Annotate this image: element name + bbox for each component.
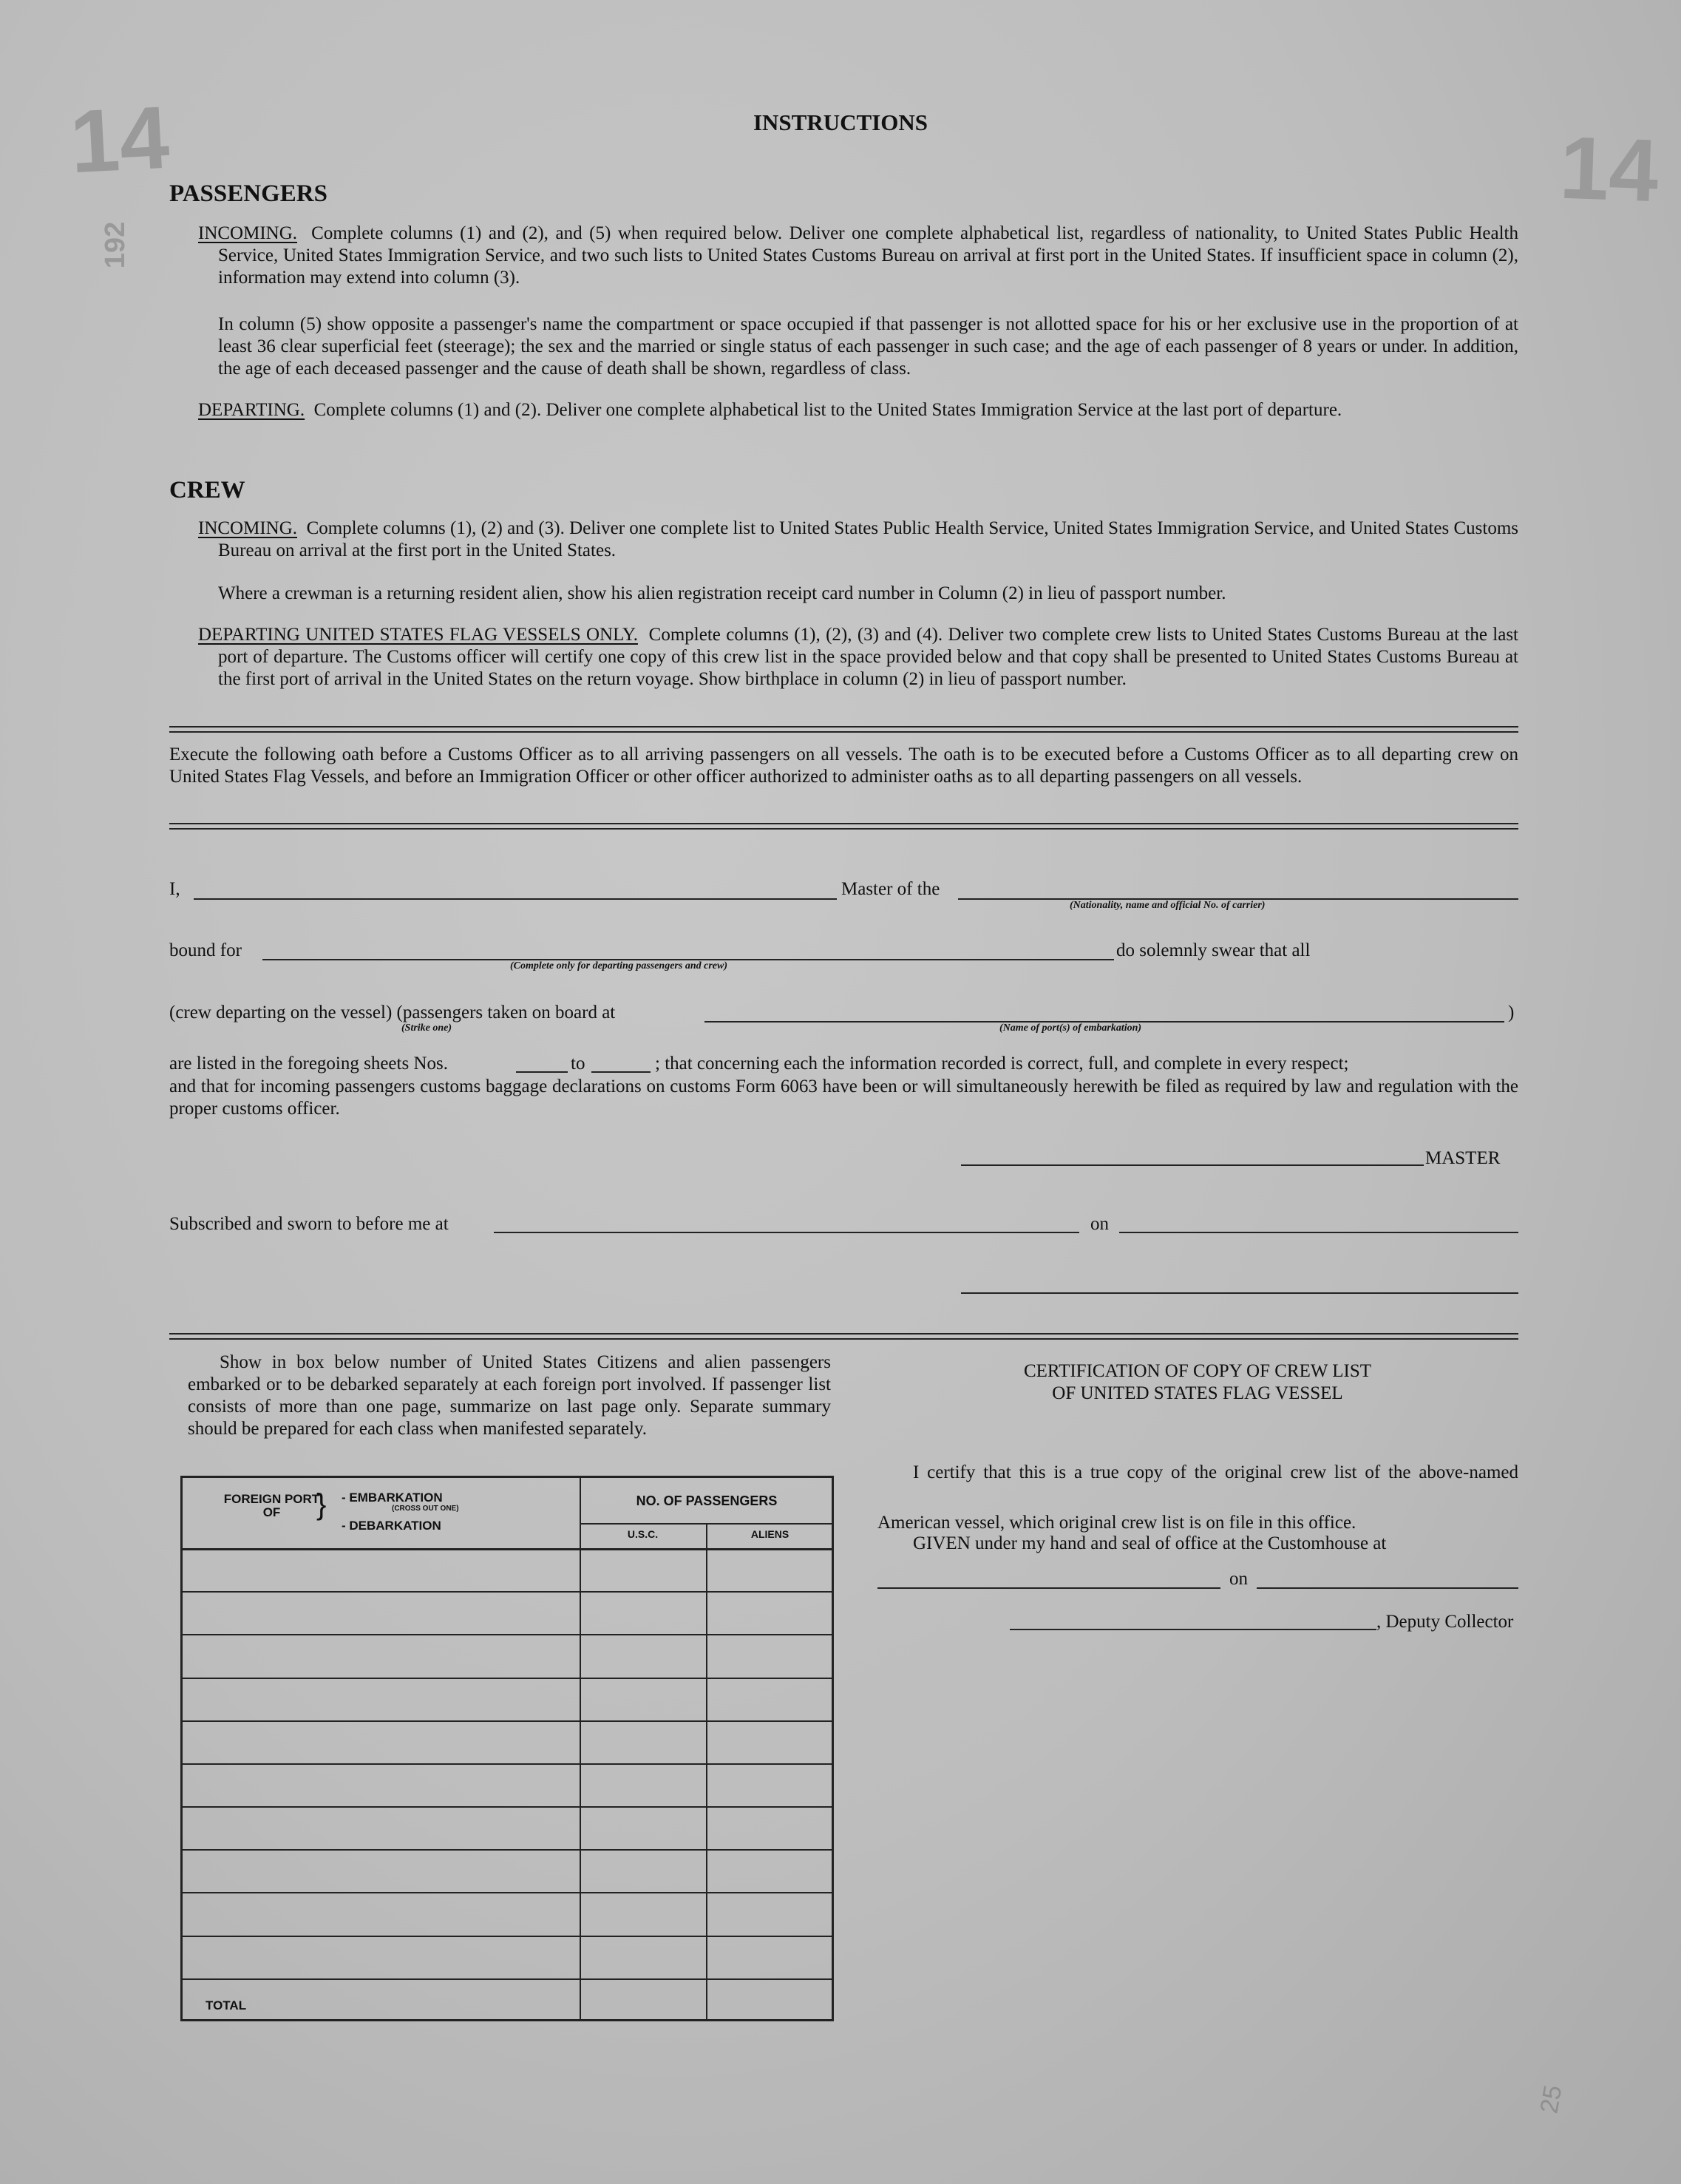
summary-block [188, 1352, 831, 1440]
oath-master-of: Master of the [841, 879, 940, 899]
crew-incoming-block [198, 518, 1518, 562]
crew-departing-block [198, 624, 1518, 691]
crew-departing-text: Complete columns (1), (2), (3) and (4). Deliver two complete crew lists to United States Customs Bureau at the last port of departure. The Customs officer will certify one copy of this crew list in the space provided below and that copy shall be presented to United States Customs Bureau at the first port of arrival in the United States on the return voyage. Show birthplace in column (2) in lieu of passport number. [218, 625, 1518, 689]
oath-listed-to: to [571, 1054, 585, 1074]
table-row-line [180, 1806, 834, 1808]
table-header-aliens: ALIENS [750, 1528, 789, 1540]
oath-listed-a: are listed in the foregoing sheets Nos. [169, 1054, 448, 1074]
sheet-from-field[interactable] [516, 1071, 568, 1073]
master-signature-field[interactable] [961, 1164, 1424, 1166]
nationality-note: (Nationality, name and official No. of carrier) [1070, 900, 1266, 911]
crew-heading: CREW [169, 477, 245, 503]
oath-listed-rest-block [169, 1076, 1518, 1120]
certification-text-1: I certify that this is a true copy of the original crew list of the above-named American vessel, which original crew list is on file in this office. [877, 1462, 1518, 1533]
crew-departing-label: DEPARTING UNITED STATES FLAG VESSELS ONLY. [198, 625, 638, 645]
summary-table [180, 1476, 834, 2021]
divider-oath [169, 823, 1518, 830]
subscribed-on-label: on [1090, 1214, 1109, 1234]
table-row-line [180, 1591, 834, 1593]
oath-crew-departing: (crew departing on the vessel) (passengers taken on board at [169, 1003, 616, 1023]
oath-swear: do solemnly swear that all [1116, 940, 1311, 960]
page-number: 25 [1535, 2083, 1568, 2116]
oath-listed-rest: and that for incoming passengers customs baggage declarations on customs Form 6063 have been or will simultaneously herewith be filed as required by law and regulation with the proper customs officer. [169, 1076, 1518, 1119]
deputy-collector-label: , Deputy Collector [1376, 1612, 1514, 1632]
table-row-line [180, 1678, 834, 1679]
passengers-heading: PASSENGERS [169, 180, 327, 207]
table-header-usc: U.S.C. [627, 1528, 659, 1540]
oath-bound-for: bound for [169, 940, 242, 960]
oath-intro-block [169, 744, 1518, 788]
customhouse-field[interactable] [877, 1587, 1220, 1589]
table-header-passengers: NO. OF PASSENGERS [636, 1493, 778, 1508]
divider-top [169, 726, 1518, 733]
certification-title-2: OF UNITED STATES FLAG VESSEL [1052, 1383, 1343, 1403]
passengers-departing-block [198, 399, 1518, 421]
subscribed-place-field[interactable] [494, 1232, 1079, 1233]
crew-resident-block [218, 583, 1518, 605]
passengers-column5-block [218, 313, 1518, 380]
margin-number-right: 14 [1558, 118, 1660, 221]
oath-listed-b: ; that concerning each the information recorded is correct, full, and complete in every respect; [655, 1054, 1349, 1074]
passengers-incoming-label: INCOMING. [198, 223, 298, 243]
strike-note: (Strike one) [401, 1023, 452, 1034]
certification-date-field[interactable] [1257, 1587, 1518, 1589]
certification-title-1: CERTIFICATION OF COPY OF CREW LIST [1023, 1361, 1372, 1381]
oath-i-label: I, [169, 879, 180, 899]
margin-number-left: 14 [67, 87, 172, 192]
passengers-departing-text: Complete columns (1) and (2). Deliver one complete alphabetical list to the United States Immigration Service at the last port of departure. [313, 400, 1342, 420]
passengers-incoming-block [198, 223, 1518, 289]
sheet-to-field[interactable] [591, 1071, 651, 1073]
page-title: INSTRUCTIONS [753, 109, 928, 135]
deputy-signature-field[interactable] [1010, 1629, 1376, 1630]
subscribed-label: Subscribed and sworn to before me at [169, 1214, 449, 1234]
oath-intro-text: Execute the following oath before a Customs Officer as to all arriving passengers on all vessels. The oath is to be executed before a Customs Officer as to all departing crew on United States Flag Vessels, and before an Immigration Officer or other officer authorized to administer oaths as to all departing passengers on all vessels. [169, 745, 1518, 787]
table-row-line [180, 1892, 834, 1893]
complete-note: (Complete only for departing passengers and crew) [510, 960, 727, 971]
brace-icon: } [316, 1488, 327, 1521]
table-row-line [180, 1634, 834, 1635]
table-total-label: TOTAL [206, 1998, 247, 2012]
table-row-line [180, 1720, 834, 1722]
crew-resident-text: Where a crewman is a returning resident alien, show his alien registration receipt card number in Column (2) in lieu of passport number. [218, 583, 1226, 603]
divider-bottom [169, 1333, 1518, 1340]
certification-text-2: GIVEN under my hand and seal of office at the Customhouse at [913, 1533, 1387, 1553]
port-note: (Name of port(s) of embarkation) [999, 1023, 1142, 1034]
passengers-incoming-text: Complete columns (1) and (2), and (5) when required below. Deliver one complete alphabetical list, regardless of nationality, to United States Public Health Service, United States Immigration Service, and two such lists to United States Customs Bureau on arrival at first port in the United States. If insufficient space in column (2), information may extend into column (3). [218, 223, 1518, 288]
side-number: 192 [100, 221, 132, 269]
passengers-column5-text: In column (5) show opposite a passenger's name the compartment or space occupied if that passenger is not allotted space for his or her exclusive use in the proportion of at least 36 clear superficial feet (steerage); the sex and the married or single status of each passenger in such case; and the age of each passenger of 8 years or under. In addition, the age of each deceased passenger and the cause of death shall be shown, regardless of class. [218, 314, 1518, 379]
close-paren: ) [1508, 1003, 1515, 1023]
table-row-line [180, 1936, 834, 1937]
table-row-line [180, 1849, 834, 1851]
master-label: MASTER [1425, 1148, 1501, 1168]
table-header-line [180, 1548, 834, 1550]
table-header-port: FOREIGN PORT OF [223, 1492, 320, 1519]
table-header-debarkation: - DEBARKATION [342, 1519, 441, 1533]
table-col-divider-1 [580, 1476, 581, 2021]
table-header-embarkation: - EMBARKATION [342, 1491, 443, 1505]
crew-incoming-text: Complete columns (1), (2) and (3). Deliver one complete list to United States Public Health Service, United States Immigration Service, and United States Customs Bureau on arrival at the first port in the United States. [218, 518, 1519, 560]
passengers-departing-label: DEPARTING. [198, 400, 305, 420]
certification-title [880, 1360, 1515, 1405]
certification-on: on [1229, 1569, 1248, 1589]
summary-text: Show in box below number of United States Citizens and alien passengers embarked or to be debarked separately at each foreign port involved. If passenger list consists of more than one page, summarize on last page only. Separate summary should be prepared for each class when manifested separately. [188, 1352, 831, 1439]
crew-incoming-label: INCOMING. [198, 518, 298, 538]
table-row-line [180, 1978, 834, 1980]
subscribed-date-field[interactable] [1119, 1232, 1518, 1233]
table-subheader-line [580, 1523, 834, 1525]
table-row-line [180, 1763, 834, 1765]
officer-signature-field[interactable] [961, 1292, 1518, 1294]
master-name-field[interactable] [194, 898, 837, 900]
table-header-crossout: (CROSS OUT ONE) [392, 1505, 459, 1513]
table-col-divider-2 [706, 1523, 707, 2021]
